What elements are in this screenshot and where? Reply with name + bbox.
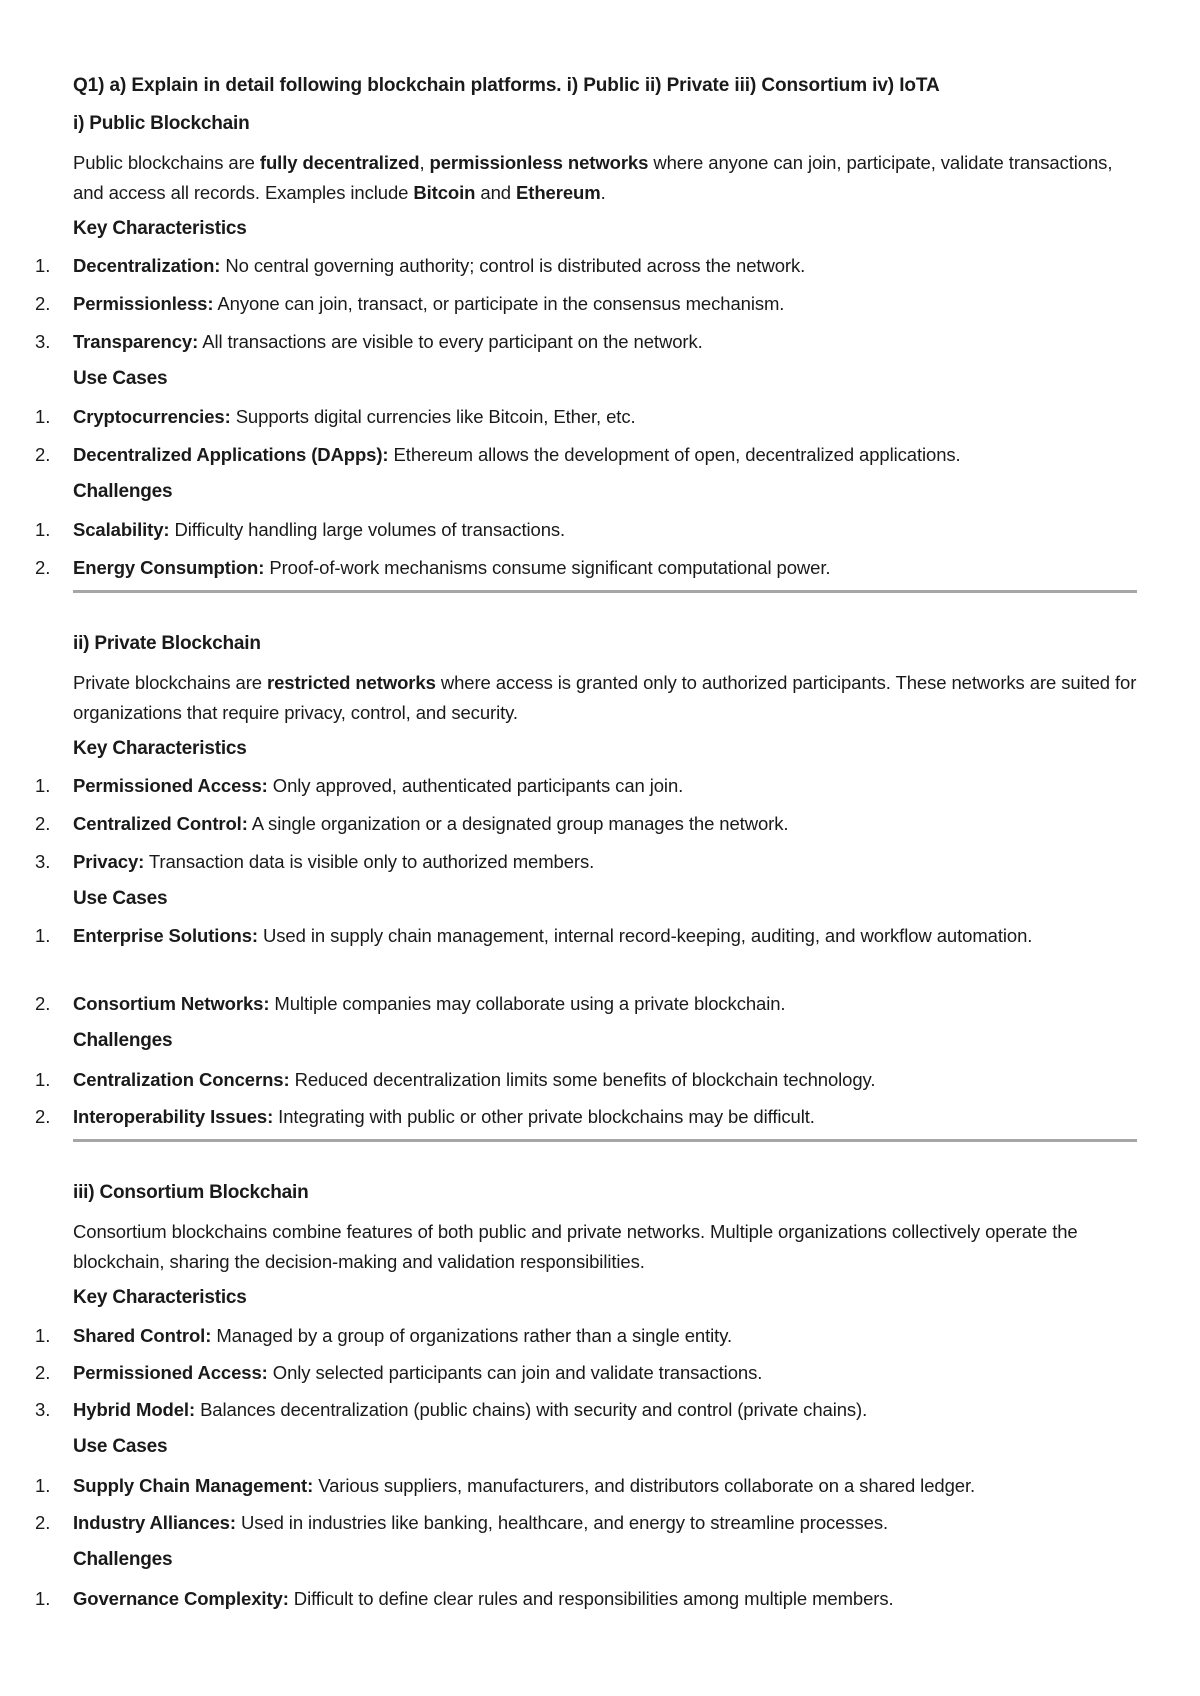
public-use-heading: Use Cases [73,368,168,389]
list-item: 2. Consortium Networks: Multiple companies may collaborate using a private blockchain. [35,993,786,1014]
consortium-challenges-heading: Challenges [73,1549,173,1570]
list-item: 2. Centralized Control: A single organization or a designated group manages the network. [35,813,789,834]
section-divider [73,1139,1137,1142]
list-item: 3. Transparency: All transactions are visible to every participant on the network. [35,331,703,352]
list-item: 1. Governance Complexity: Difficult to define clear rules and responsibilities among multiple members. [35,1588,894,1609]
list-item: 1. Shared Control: Managed by a group of organizations rather than a single entity. [35,1325,733,1346]
list-item: 2. Decentralized Applications (DApps): Ethereum allows the development of open, decentralized applications. [35,444,961,465]
question-heading: Q1) a) Explain in detail following blockchain platforms. i) Public ii) Private iii) Consortium iv) IoTA [73,75,940,96]
list-item: 1. Decentralization: No central governing authority; control is distributed across the network. [35,255,806,276]
public-heading: i) Public Blockchain [73,113,250,134]
list-item: 2. Interoperability Issues: Integrating with public or other private blockchains may be difficult. [35,1106,815,1127]
list-item: 2. Permissionless: Anyone can join, transact, or participate in the consensus mechanism. [35,293,785,314]
list-item: 3. Privacy: Transaction data is visible only to authorized members. [35,851,595,872]
list-item: 1. Permissioned Access: Only approved, authenticated participants can join. [35,775,684,796]
consortium-key-heading: Key Characteristics [73,1287,247,1308]
list-item: 2. Energy Consumption: Proof-of-work mechanisms consume significant computational power. [35,557,831,578]
public-challenges-heading: Challenges [73,481,173,502]
private-key-heading: Key Characteristics [73,738,247,759]
list-item: 1. Supply Chain Management: Various suppliers, manufacturers, and distributors collaborate on a shared ledger. [35,1475,976,1496]
private-intro: Private blockchains are restricted networks where access is granted only to authorized participants. These networks are suited for organizations that require privacy, control, and security. [73,672,1137,723]
public-key-heading: Key Characteristics [73,218,247,239]
private-challenges-heading: Challenges [73,1030,173,1051]
private-heading: ii) Private Blockchain [73,633,261,654]
list-item: 1. Cryptocurrencies: Supports digital currencies like Bitcoin, Ether, etc. [35,406,636,427]
list-item: 2. Industry Alliances: Used in industries like banking, healthcare, and energy to streamline processes. [35,1512,889,1533]
list-item: 2. Permissioned Access: Only selected participants can join and validate transactions. [35,1362,763,1383]
section-divider [73,590,1137,593]
consortium-heading: iii) Consortium Blockchain [73,1182,309,1203]
list-item: 1. Scalability: Difficulty handling large volumes of transactions. [35,519,566,540]
consortium-use-heading: Use Cases [73,1436,168,1457]
list-item: 1. Enterprise Solutions: Used in supply chain management, internal record-keeping, auditing, and workflow automation. [35,925,1033,946]
list-item: 1. Centralization Concerns: Reduced decentralization limits some benefits of blockchain technology. [35,1069,876,1090]
private-use-heading: Use Cases [73,888,168,909]
consortium-intro: Consortium blockchains combine features of both public and private networks. Multiple organizations collectively operate the blockchain, sharing the decision-making and validation responsibilities. [73,1221,1078,1272]
list-item: 3. Hybrid Model: Balances decentralization (public chains) with security and control (private chains). [35,1399,868,1420]
public-intro: Public blockchains are fully decentralized, permissionless networks where anyone can join, participate, validate transactions, and access all records. Examples include Bitcoin and Ethereum. [73,152,1113,203]
